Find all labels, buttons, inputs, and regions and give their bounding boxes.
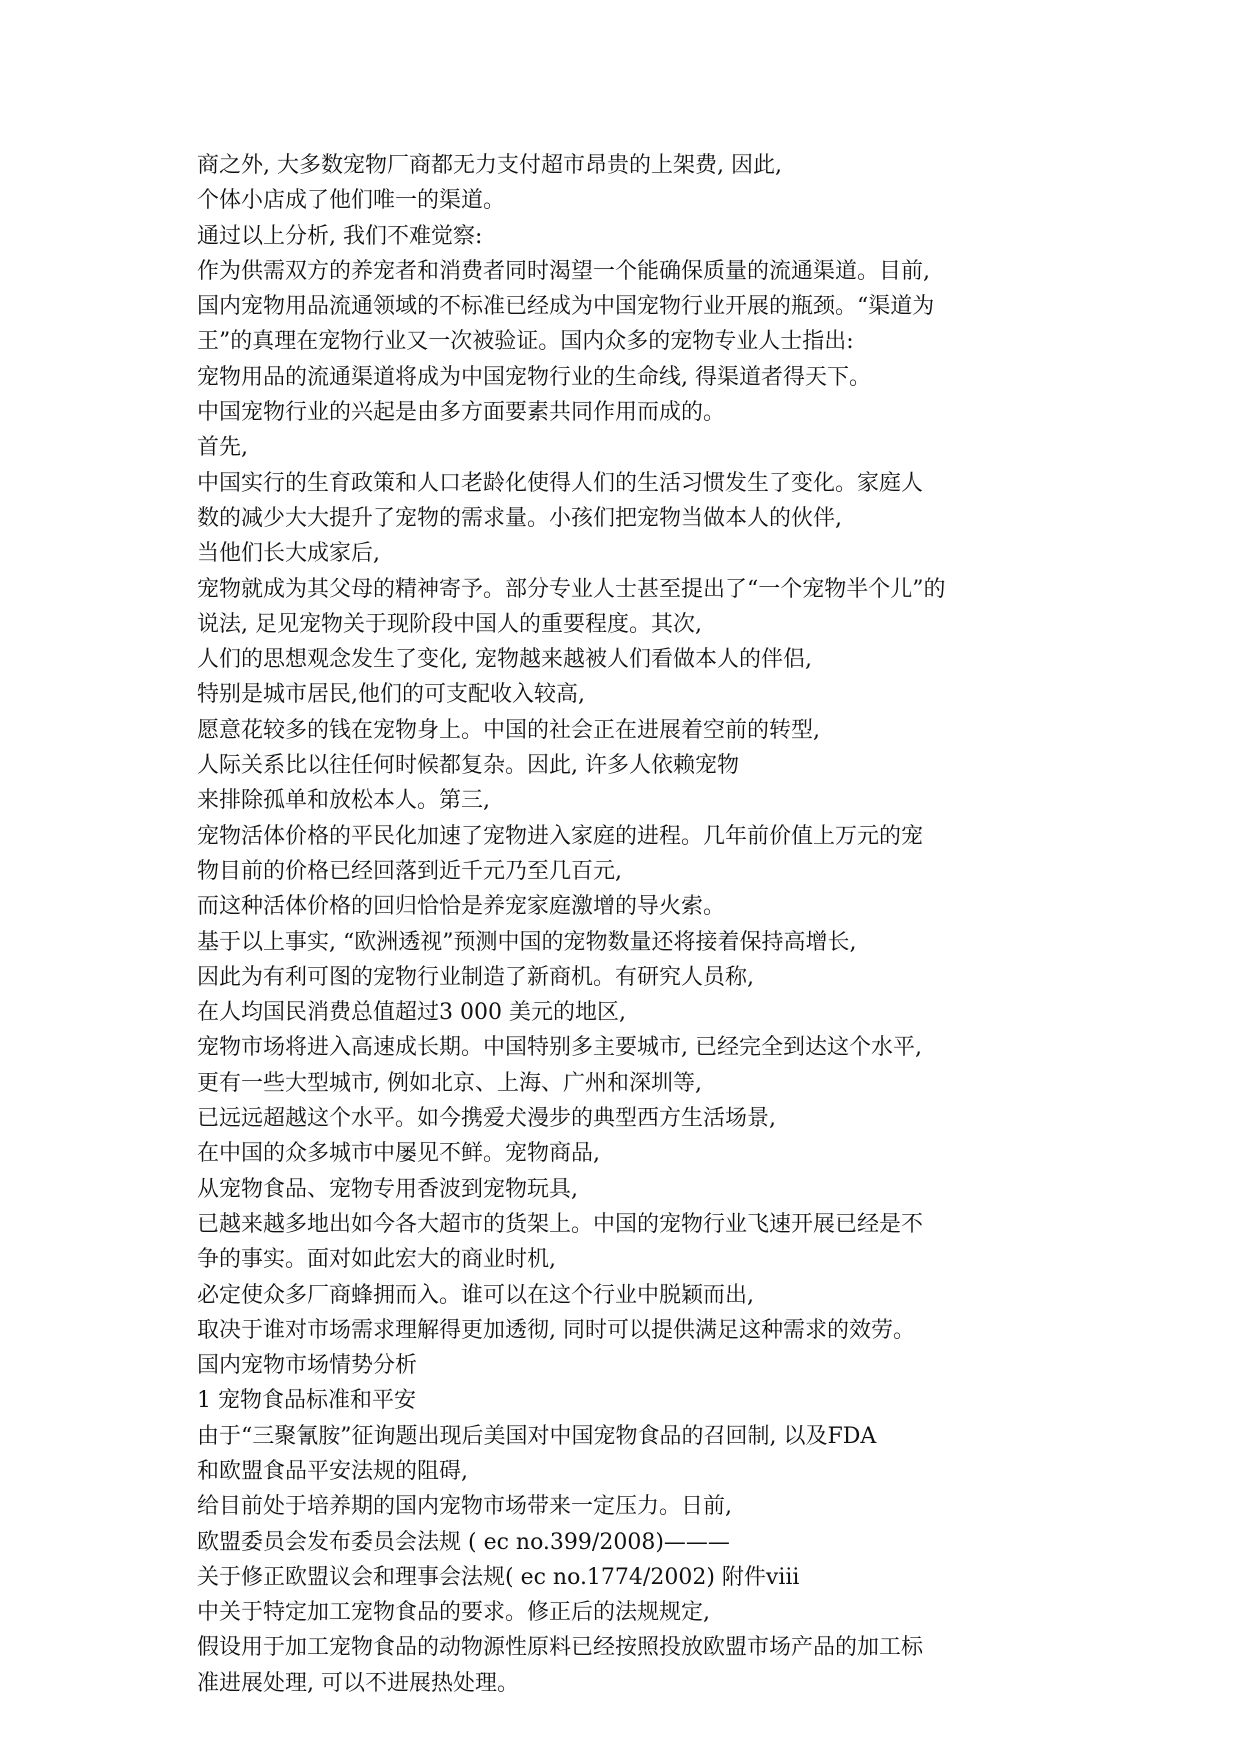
text-line: 通过以上分析, 我们不难觉察:: [197, 223, 483, 249]
text-line: 关于修正欧盟议会和理事会法规( ec no.1774/2002) 附件viii: [197, 1564, 800, 1590]
text-line: 国内宠物用品流通领域的不标准已经成为中国宠物行业开展的瓶颈。“渠道为: [197, 294, 935, 320]
text-line: 特别是城市居民,他们的可支配收入较高,: [197, 682, 585, 708]
text-line: 王”的真理在宠物行业又一次被验证。国内众多的宠物专业人士指出:: [197, 329, 854, 355]
text-line: 已越来越多地出如今各大超市的货架上。中国的宠物行业飞速开展已经是不: [197, 1211, 924, 1237]
section-heading: 国内宠物市场情势分析: [197, 1353, 418, 1379]
text-line: 来排除孤单和放松本人。第三,: [197, 788, 490, 814]
text-line: 因此为有利可图的宠物行业制造了新商机。有研究人员称,: [197, 964, 754, 990]
text-line: 在人均国民消费总值超过3 000 美元的地区,: [197, 1000, 626, 1026]
text-line: 当他们长大成家后,: [197, 541, 380, 567]
text-line: 基于以上事实, “欧洲透视”预测中国的宠物数量还将接着保持高增长,: [197, 929, 857, 955]
text-line: 假设用于加工宠物食品的动物源性原料已经按照投放欧盟市场产品的加工标: [197, 1635, 924, 1661]
text-line: 宠物活体价格的平民化加速了宠物进入家庭的进程。几年前价值上万元的宠: [197, 823, 924, 849]
text-line: 宠物用品的流通渠道将成为中国宠物行业的生命线, 得渠道者得天下。: [197, 364, 871, 390]
text-line: 作为供需双方的养宠者和消费者同时渴望一个能确保质量的流通渠道。目前,: [197, 258, 930, 284]
text-line: 取决于谁对市场需求理解得更加透彻, 同时可以提供满足这种需求的效劳。: [197, 1317, 915, 1343]
text-line: 在中国的众多城市中屡见不鲜。宠物商品,: [197, 1141, 600, 1167]
text-line: 说法, 足见宠物关于现阶段中国人的重要程度。其次,: [197, 611, 702, 637]
text-line: 给目前处于培养期的国内宠物市场带来一定压力。日前,: [197, 1494, 732, 1520]
text-line: 首先,: [197, 435, 248, 461]
text-line: 商之外, 大多数宠物厂商都无力支付超市昂贵的上架费, 因此,: [197, 153, 782, 178]
text-line: 中国实行的生育政策和人口老龄化使得人们的生活习惯发生了变化。家庭人: [197, 470, 924, 496]
text-line: 物目前的价格已经回落到近千元乃至几百元,: [197, 858, 622, 884]
text-line: 和欧盟食品平安法规的阻碍,: [197, 1458, 468, 1484]
text-line: 中国宠物行业的兴起是由多方面要素共同作用而成的。: [197, 400, 726, 426]
text-line: 必定使众多厂商蜂拥而入。谁可以在这个行业中脱颖而出,: [197, 1282, 754, 1308]
text-line: 人们的思想观念发生了变化, 宠物越来越被人们看做本人的伴侣,: [197, 647, 812, 673]
text-line: 数的减少大大提升了宠物的需求量。小孩们把宠物当做本人的伙伴,: [197, 505, 842, 531]
subsection-heading: 1 宠物食品标准和平安: [197, 1388, 416, 1414]
text-line: 由于“三聚氰胺”征询题出现后美国对中国宠物食品的召回制, 以及FDA: [197, 1423, 877, 1449]
text-line: 中关于特定加工宠物食品的要求。修正后的法规规定,: [197, 1600, 710, 1626]
text-line: 已远远超越这个水平。如今携爱犬漫步的典型西方生活场景,: [197, 1106, 776, 1132]
text-line: 准进展处理, 可以不进展热处理。: [197, 1670, 519, 1696]
text-line: 宠物就成为其父母的精神寄予。部分专业人士甚至提出了“一个宠物半个儿”的: [197, 576, 946, 602]
text-line: 愿意花较多的钱在宠物身上。中国的社会正在进展着空前的转型,: [197, 717, 820, 743]
text-line: 更有一些大型城市, 例如北京、上海、广州和深圳等,: [197, 1070, 702, 1096]
text-line: 宠物市场将进入高速成长期。中国特别多主要城市, 已经完全到达这个水平,: [197, 1035, 922, 1061]
text-line: 人际关系比以往任何时候都复杂。因此, 许多人依赖宠物: [197, 753, 739, 779]
text-line: 而这种活体价格的回归恰恰是养宠家庭激增的导火索。: [197, 894, 726, 920]
text-line: 从宠物食品、宠物专用香波到宠物玩具,: [197, 1176, 578, 1202]
text-line: 个体小店成了他们唯一的渠道。: [197, 188, 506, 214]
text-line: 欧盟委员会发布委员会法规 ( ec no.399/2008)———: [197, 1529, 730, 1555]
text-line: 争的事实。面对如此宏大的商业时机,: [197, 1247, 556, 1273]
document-body: [197, 148, 1097, 1701]
